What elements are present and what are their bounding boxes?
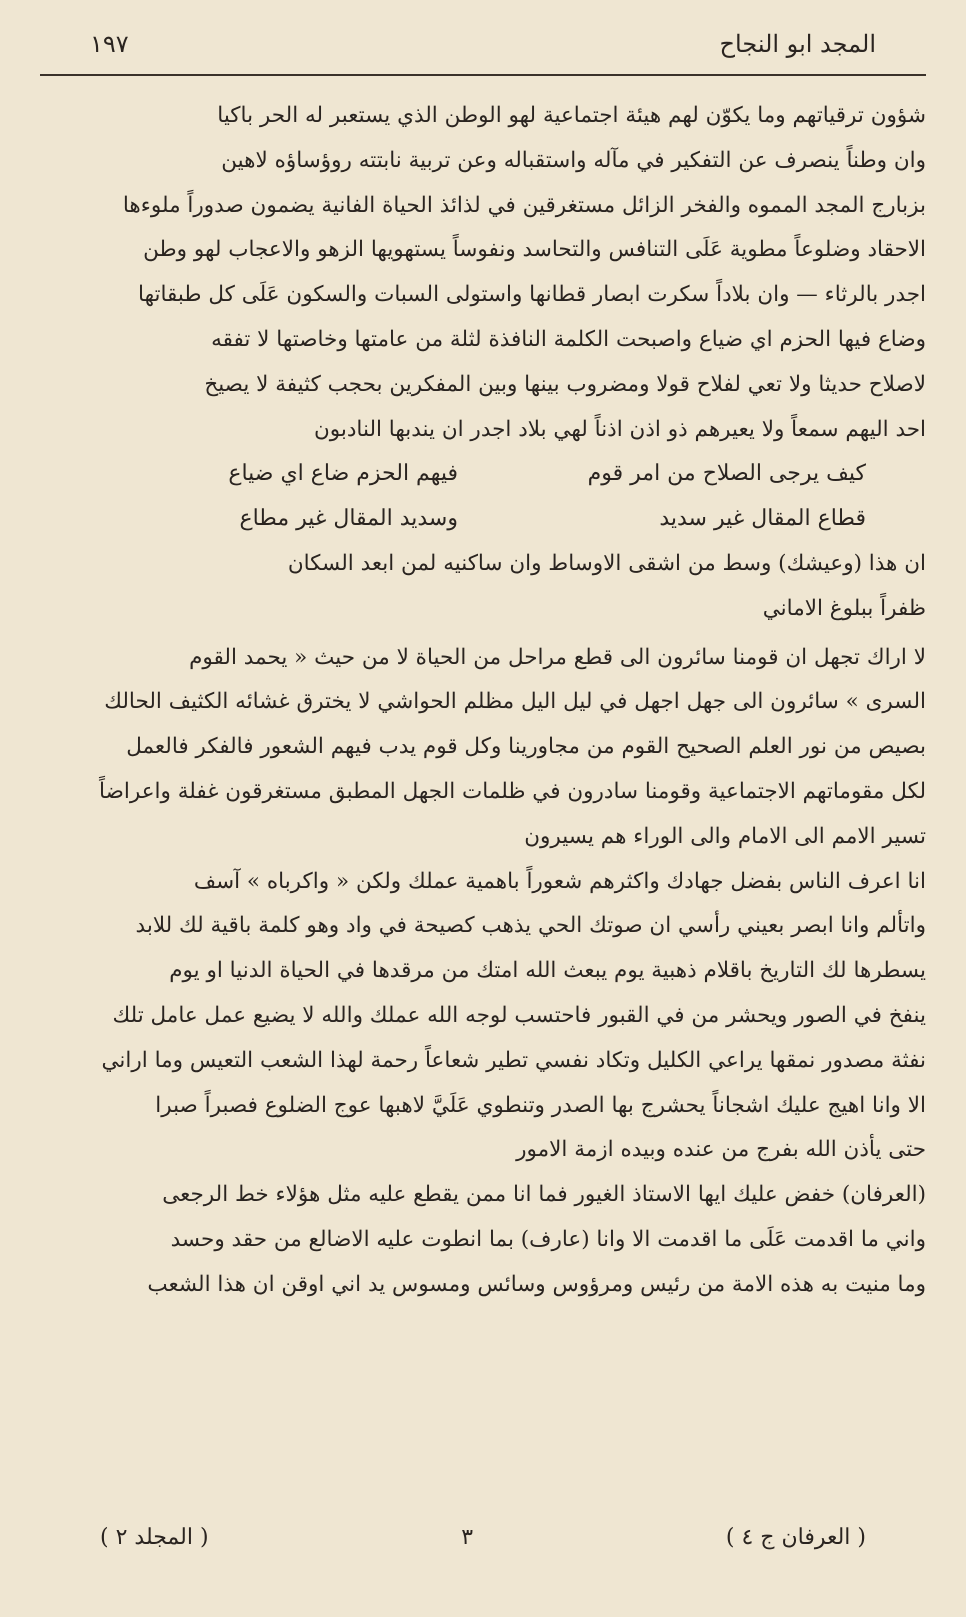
text-line: وان وطناً ينصرف عن التفكير في مآله واستقباله وعن تربية نابتته روؤساؤه لاهين <box>221 147 926 173</box>
text-line: بزبارج المجد المموه والفخر الزائل مستغرقين في لذائذ الحياة الفانية يضمون صدوراً ملوءها <box>122 192 926 218</box>
text-line: ظفراً ببلوغ الاماني <box>762 595 926 621</box>
page-footer <box>40 1525 926 1550</box>
text-line: السرى » سائرون الى جهل اجهل في ليل اليل مظلم الحواشي لا يخترق غشائه الكثيف الحالك <box>104 689 926 715</box>
verse-hemistich: وسديد المقال غير مطاع <box>239 506 458 532</box>
article-body <box>40 94 926 1308</box>
text-line: لاصلاح حديثا ولا تعي لفلاح قولا ومضروب بينها وبين المفكرين بحجب كثيفة لا يصيخ <box>204 371 926 397</box>
text-line: وما منيت به هذه الامة من رئيس ومرؤوس وسائس ومسوس يد اني اوقن ان هذا الشعب <box>147 1271 926 1297</box>
page-header <box>40 30 926 70</box>
text-line: واتألم وانا ابصر بعيني رأسي ان صوتك الحي يذهب كصيحة في واد وهو كلمة باقية لك للابد <box>135 913 926 939</box>
text-line: حتى يأذن الله بفرج من عنده وبيده ازمة الامور <box>516 1137 926 1163</box>
paragraph-2 <box>40 542 926 632</box>
text-line: الاحقاد وضلوعاً مطوية عَلَى التنافس والتحاسد ونفوساً يستهويها الزهو والاعجاب لهو وطن <box>143 237 926 263</box>
paragraph-4 <box>40 860 926 1174</box>
header-rule <box>40 74 926 76</box>
paragraph-5 <box>40 1173 926 1307</box>
text-line: ينفخ في الصور ويحشر من في القبور فاحتسب لوجه الله عملك والله لا يضيع عمل عامل تلك <box>112 1002 926 1028</box>
page-number: ١٩٧ <box>90 30 129 58</box>
text-line: بصيص من نور العلم الصحيح القوم من مجاورينا وكل قوم يدب فيهم الشعور فالفكر فالعمل <box>126 734 926 760</box>
footer-volume: ( المجلد ٢ ) <box>100 1525 209 1550</box>
text-line: الا وانا اهيج عليك اشجاناً يحشرج بها الصدر وتنطوي عَلَيَّ لاهبها عوج الضلوع فصبراً صبرا <box>155 1092 926 1118</box>
paragraph-3 <box>40 636 926 860</box>
text-line: وضاع فيها الحزم اي ضياع واصبحت الكلمة النافذة لثلة من عامتها وخاصتها لا تفقه <box>211 326 926 352</box>
text-line: نفثة مصدور نمقها يراعي الكليل وتكاد نفسي تطير شعاعاً رحمة لهذا الشعب التعيس وما اراني <box>101 1047 926 1073</box>
verse-hemistich: قطاع المقال غير سديد <box>659 506 866 532</box>
poem-verse <box>40 452 926 542</box>
text-line: (العرفان) خفض عليك ايها الاستاذ الغيور فما انا ممن يقطع عليه مثل هؤلاء خط الرجعى <box>162 1182 926 1208</box>
running-title: المجد ابو النجاح <box>719 30 876 58</box>
verse-hemistich: فيهم الحزم ضاع اي ضياع <box>228 461 458 487</box>
text-line: تسير الامم الى الامام والى الوراء هم يسيرون <box>524 823 926 849</box>
footer-signature-mark: ٣ <box>461 1525 474 1550</box>
verse-hemistich: كيف يرجى الصلاح من امر قوم <box>587 461 866 487</box>
footer-journal-issue: ( العرفان ج ٤ ) <box>725 1525 866 1550</box>
text-line: يسطرها لك التاريخ باقلام ذهبية يوم يبعث الله امتك من مرقدها في الحياة الدنيا او يوم <box>169 958 926 984</box>
text-line: احد اليهم سمعاً ولا يعيرهم ذو اذن اذناً لهي بلاد اجدر ان يندبها النادبون <box>313 416 926 442</box>
text-line: ان هذا (وعيشك) وسط من اشقى الاوساط وان ساكنيه لمن ابعد السكان <box>287 550 926 576</box>
text-line: واني ما اقدمت عَلَى ما اقدمت الا وانا (عارف) بما انطوت عليه الاضالع من حقد وحسد <box>170 1226 926 1252</box>
paragraph-1 <box>40 94 926 452</box>
text-line: انا اعرف الناس بفضل جهادك واكثرهم شعوراً باهمية عملك ولكن « واكرباه » آسف <box>193 868 926 894</box>
text-line: لكل مقوماتهم الاجتماعية وقومنا سادرون في ظلمات الجهل المطبق مستغرقون غفلة واعراضاً <box>99 778 926 804</box>
text-line: شؤون ترقياتهم وما يكوّن لهم هيئة اجتماعية لهو الوطن الذي يستعبر له الحر باكيا <box>217 103 926 128</box>
text-line: اجدر بالرثاء — وان بلاداً سكرت ابصار قطانها واستولى السبات والسكون عَلَى كل طبقاتها <box>138 282 926 308</box>
text-line: لا اراك تجهل ان قومنا سائرون الى قطع مراحل من الحياة لا من حيث « يحمد القوم <box>189 644 926 670</box>
